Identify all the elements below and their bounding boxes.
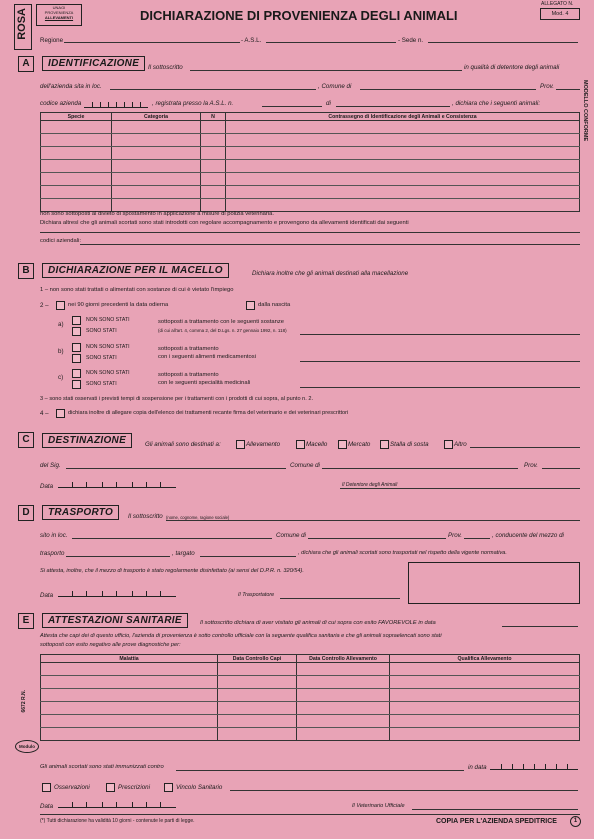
b-a-non-label: NON SONO STATI [86,317,130,323]
a-qualita-label: in qualità di detentore degli animali [464,64,560,71]
table-row[interactable] [41,702,580,715]
e-options-field[interactable] [230,790,578,791]
b-item-4: 4 – [40,410,49,417]
section-e-letter: E [18,613,34,629]
b-item-4-checkbox[interactable] [56,409,65,418]
a-prov-field[interactable] [556,89,580,90]
sede-label: - Sede n. [398,37,424,44]
b-a-field[interactable] [300,334,580,335]
side-label: MODELLO CONFORME [582,80,588,142]
mod-box [540,8,580,20]
e-firma-line[interactable] [412,809,578,810]
b-b-field[interactable] [300,361,580,362]
e-osservazioni-checkbox[interactable] [42,783,51,792]
b-a-non-checkbox[interactable] [72,316,81,325]
col-data-allevamento: Data Controllo Allevamento [297,655,390,663]
e-prescrizioni-label: Prescrizioni [118,784,150,791]
b-dichiara-label: Dichiara inoltre che gli animali destinati alla macellazione [252,270,409,277]
a-registrata-label: , registrata presso la A.S.L. n. [152,100,234,107]
b-b-text-1: sottoposti a trattamento [158,346,219,352]
a-note-1: non sono sottoposti al divieto di spostamento in applicazione a misure di polizia veterinaria. [40,211,274,217]
section-a-letter: A [18,56,34,72]
e-firma-label: Il Veterinario Ufficiale [352,803,405,809]
d-sottoscritto-field[interactable] [166,520,580,521]
e-in-data-label: in data [468,764,487,771]
c-allevamento-checkbox[interactable] [236,440,245,449]
logo-box [36,4,82,26]
e-prescrizioni-checkbox[interactable] [106,783,115,792]
b-nei90-label: nei 90 giorni precedenti la data odierna [68,302,169,308]
a-codici-label: codici aziendali: [40,238,81,244]
section-e-title: ATTESTAZIONI SANITARIE [42,613,188,628]
table-row[interactable] [41,676,580,689]
c-data-field[interactable] [58,478,176,488]
asl-label: - A.S.L. [241,37,262,44]
d-sottoscritto-sub: (nome, cognome, ragione sociale) [166,515,230,520]
copy-number-badge [570,816,581,827]
section-b-title: DICHIARAZIONE PER IL MACELLO [42,263,229,278]
b-b-non-label: NON SONO STATI [86,344,130,350]
e-vincolo-checkbox[interactable] [164,783,173,792]
b-opt-a: a) [58,321,64,328]
d-sito-field[interactable] [72,538,272,539]
b-b-non-checkbox[interactable] [72,343,81,352]
a-sottoscritto-field[interactable] [190,70,462,71]
e-sottoposti-label: sottoposti con esito negativo alle prove diagnostiche per: [40,642,181,648]
section-d-letter: D [18,505,34,521]
c-prov-label: Prov. [524,462,538,469]
c-altro-field[interactable] [470,447,580,448]
d-sottoscritto-label: Il sottoscritto [128,513,163,520]
footer-rule [40,814,580,815]
a-comune-label: , Comune di [318,83,352,90]
e-sottoscritto-label: Il sottoscritto dichiara di aver visitato gli animali di cui sopra con esito FAVOREVOLE in data [200,620,436,626]
e-data-field[interactable] [502,626,578,627]
d-stamp-box[interactable] [408,562,580,604]
c-stalla-checkbox[interactable] [380,440,389,449]
d-targato-field[interactable] [200,556,296,557]
table-row[interactable] [41,173,580,186]
b-b-sono-label: SONO STATI [86,355,117,361]
c-mercato-label: Mercato [348,441,371,448]
c-firma-label: Il Detentore degli Animali [342,482,398,488]
sede-field[interactable] [428,42,578,43]
e-footnote: (*) Tutti dichiarazione ha validità 10 giorni - contenute le parti di legge. [40,818,195,824]
col-categoria: Categoria [112,113,201,121]
a-codice-field[interactable] [84,98,148,108]
b-c-sono-checkbox[interactable] [72,380,81,389]
table-row[interactable] [41,160,580,173]
d-trasporto-field[interactable] [66,556,170,557]
copy-number: 1 [573,818,578,824]
a-azienda-label: dell'azienda sita in loc. [40,83,102,90]
b-c-field[interactable] [300,387,580,388]
b-c-non-checkbox[interactable] [72,369,81,378]
col-contrassegno: Contrassegno di Identificazione degli Animali e Consistenza [226,113,580,121]
a-azienda-field[interactable] [110,89,316,90]
d-targato-label: , targato [172,550,195,557]
section-d-title: TRASPORTO [42,505,119,520]
a-codice-label: codice azienda [40,100,82,107]
a-comune-field[interactable] [360,89,536,90]
table-row[interactable] [41,199,580,212]
logo-line-1: UNAGI [52,5,66,10]
b-c-text-2: con le seguenti specialità medicinali [158,380,251,386]
a-sottoscritto-label: Il sottoscritto [148,64,183,71]
d-comune-field[interactable] [308,538,446,539]
a-codici-field[interactable] [80,244,580,245]
b-a-text-2: (di cui all'art. 4, comma 2, del D.Lgs. n. 27 gennaio 1992, n. 118) [158,328,287,333]
table-row[interactable] [41,147,580,160]
a-note-line[interactable] [40,232,580,233]
c-allevamento-label: Allevamento [246,441,281,448]
col-qualifica: Qualifica Allevamento [390,655,580,663]
animals-table [40,112,580,212]
d-prov-field[interactable] [464,538,490,539]
d-comune-label: Comune di [276,532,306,539]
c-comune-label: Comune di [290,462,320,469]
c-altro-checkbox[interactable] [444,440,453,449]
col-specie: Specie [41,113,112,121]
copy-label: COPIA PER L'AZIENDA SPEDITRICE [436,818,557,825]
e-attesta-label: Attesta che capi dei di questo ufficio, l'azienda di provenienza è sotto controllo ufficiale con la seguente qualifica sanitaria e che gli animali sopraelencati sono stati [40,633,442,639]
e-in-data-field[interactable] [490,760,578,770]
a-di-label: di [326,100,331,107]
e-immunizzati-field[interactable] [176,770,464,771]
b-nascita-label: dalla nascita [258,302,291,308]
rosa-label [14,4,32,50]
section-a-title: IDENTIFICAZIONE [42,56,145,71]
c-sig-field[interactable] [66,468,286,469]
b-nei90-checkbox[interactable] [56,301,65,310]
table-row[interactable] [41,663,580,676]
table-row[interactable] [41,121,580,134]
asl-field[interactable] [266,42,396,43]
b-item-1: 1 – non sono stati trattati o alimentati con sostanze di cui è vietato l'impiego [40,287,234,293]
c-macello-checkbox[interactable] [296,440,305,449]
b-a-text-1: sottoposti a trattamento con le seguenti sostanze [158,319,284,325]
d-dichiara-label: , dichiara che gli animali scortati sono trasportati nel rispetto della vigente normativa. [298,550,507,556]
section-c-title: DESTINAZIONE [42,433,132,448]
d-attesta-label: Si attesta, inoltre, che il mezzo di trasporto è stato regolarmente disinfettato (ai sensi del D.P.R. n. 320/54). [40,568,304,574]
a-prov-label: Prov. [540,83,554,90]
e-vincolo-label: Vincolo Sanitario [176,784,223,791]
b-b-text-2: con i seguenti alimenti medicamentosi [158,354,256,360]
d-conducente-label: , conducente del mezzo di [492,532,564,539]
b-c-non-label: NON SONO STATI [86,370,130,376]
col-malattia: Malattia [41,655,218,663]
c-comune-field[interactable] [322,468,518,469]
margin-brand-logo [15,740,39,753]
rosa-text: ROSA [16,8,28,40]
d-firma-label: Il Trasportatore [238,592,275,598]
form-title: DICHIARAZIONE DI PROVENIENZA DEGLI ANIMALI [140,8,458,23]
table-row[interactable] [41,715,580,728]
c-altro-label: Altro [454,441,467,448]
c-prov-field[interactable] [542,468,580,469]
c-stalla-label: Stalla di sosta [390,441,429,448]
b-a-sono-label: SONO STATI [86,328,117,334]
margin-brand-text: Modulo [19,744,35,749]
b-b-sono-checkbox[interactable] [72,354,81,363]
c-sig-label: del Sig. [40,462,61,469]
logo-line-2: PROVENIENZA [44,10,74,15]
b-item-4-text: dichiara inoltre di allegare copia dell'elenco dei trattamenti recante firma del veterinario e dei veterinari prescrittori [68,410,349,416]
e-osservazioni-label: Osservazioni [54,784,90,791]
b-nascita-checkbox[interactable] [246,301,255,310]
a-di-field[interactable] [336,106,450,107]
e-data-sign-field[interactable] [58,798,176,808]
a-dichiara-label: , dichiara che i seguenti animali: [452,100,541,107]
regione-label: Regione [40,37,64,44]
b-item-3: 3 – sono stati osservati i previsti tempi di sospensione per i trattamenti con i prodotti di cui sopra, al punto n. 2. [40,396,313,402]
c-destinati-label: Gli animali sono destinati a: [145,441,221,448]
a-note-2: Dichiara altresì che gli animali scortati sono stati introdotti con regolare accompagnamento e provengono da allevamenti identificati dai seguenti [40,220,409,226]
table-row[interactable] [41,689,580,702]
e-data-label: Data [40,803,54,810]
b-item-2: 2 – [40,302,49,309]
margin-code: 6672 R.N. [21,690,27,713]
a-asl-field[interactable] [262,106,322,107]
allegato-label: ALLEGATO N. [541,1,574,7]
e-immunizzati-label: Gli animali scortati sono stati immunizzati contro [40,764,164,770]
b-opt-c: c) [58,374,64,381]
c-data-label: Data [40,483,54,490]
mod-label: Mod. 4 [551,11,569,17]
d-trasporto-label: trasporto [40,550,65,557]
section-c-letter: C [18,432,34,448]
diagnostics-table [40,654,580,741]
d-data-field[interactable] [58,587,176,597]
b-c-text-1: sottoposti a trattamento [158,372,219,378]
b-a-sono-checkbox[interactable] [72,327,81,336]
d-sito-label: sito in loc. [40,532,68,539]
d-data-label: Data [40,592,54,599]
c-macello-label: Macello [306,441,328,448]
col-data-capi: Data Controllo Capi [218,655,297,663]
section-b-letter: B [18,263,34,279]
table-row[interactable] [41,186,580,199]
b-opt-b: b) [58,348,64,355]
d-prov-label: Prov. [448,532,462,539]
col-n: N [201,113,226,121]
c-mercato-checkbox[interactable] [338,440,347,449]
logo-line-3: ALLEVAMENTI [44,15,74,20]
b-c-sono-label: SONO STATI [86,381,117,387]
d-firma-line[interactable] [280,598,400,599]
regione-field[interactable] [64,42,240,43]
table-row[interactable] [41,728,580,741]
table-row[interactable] [41,134,580,147]
